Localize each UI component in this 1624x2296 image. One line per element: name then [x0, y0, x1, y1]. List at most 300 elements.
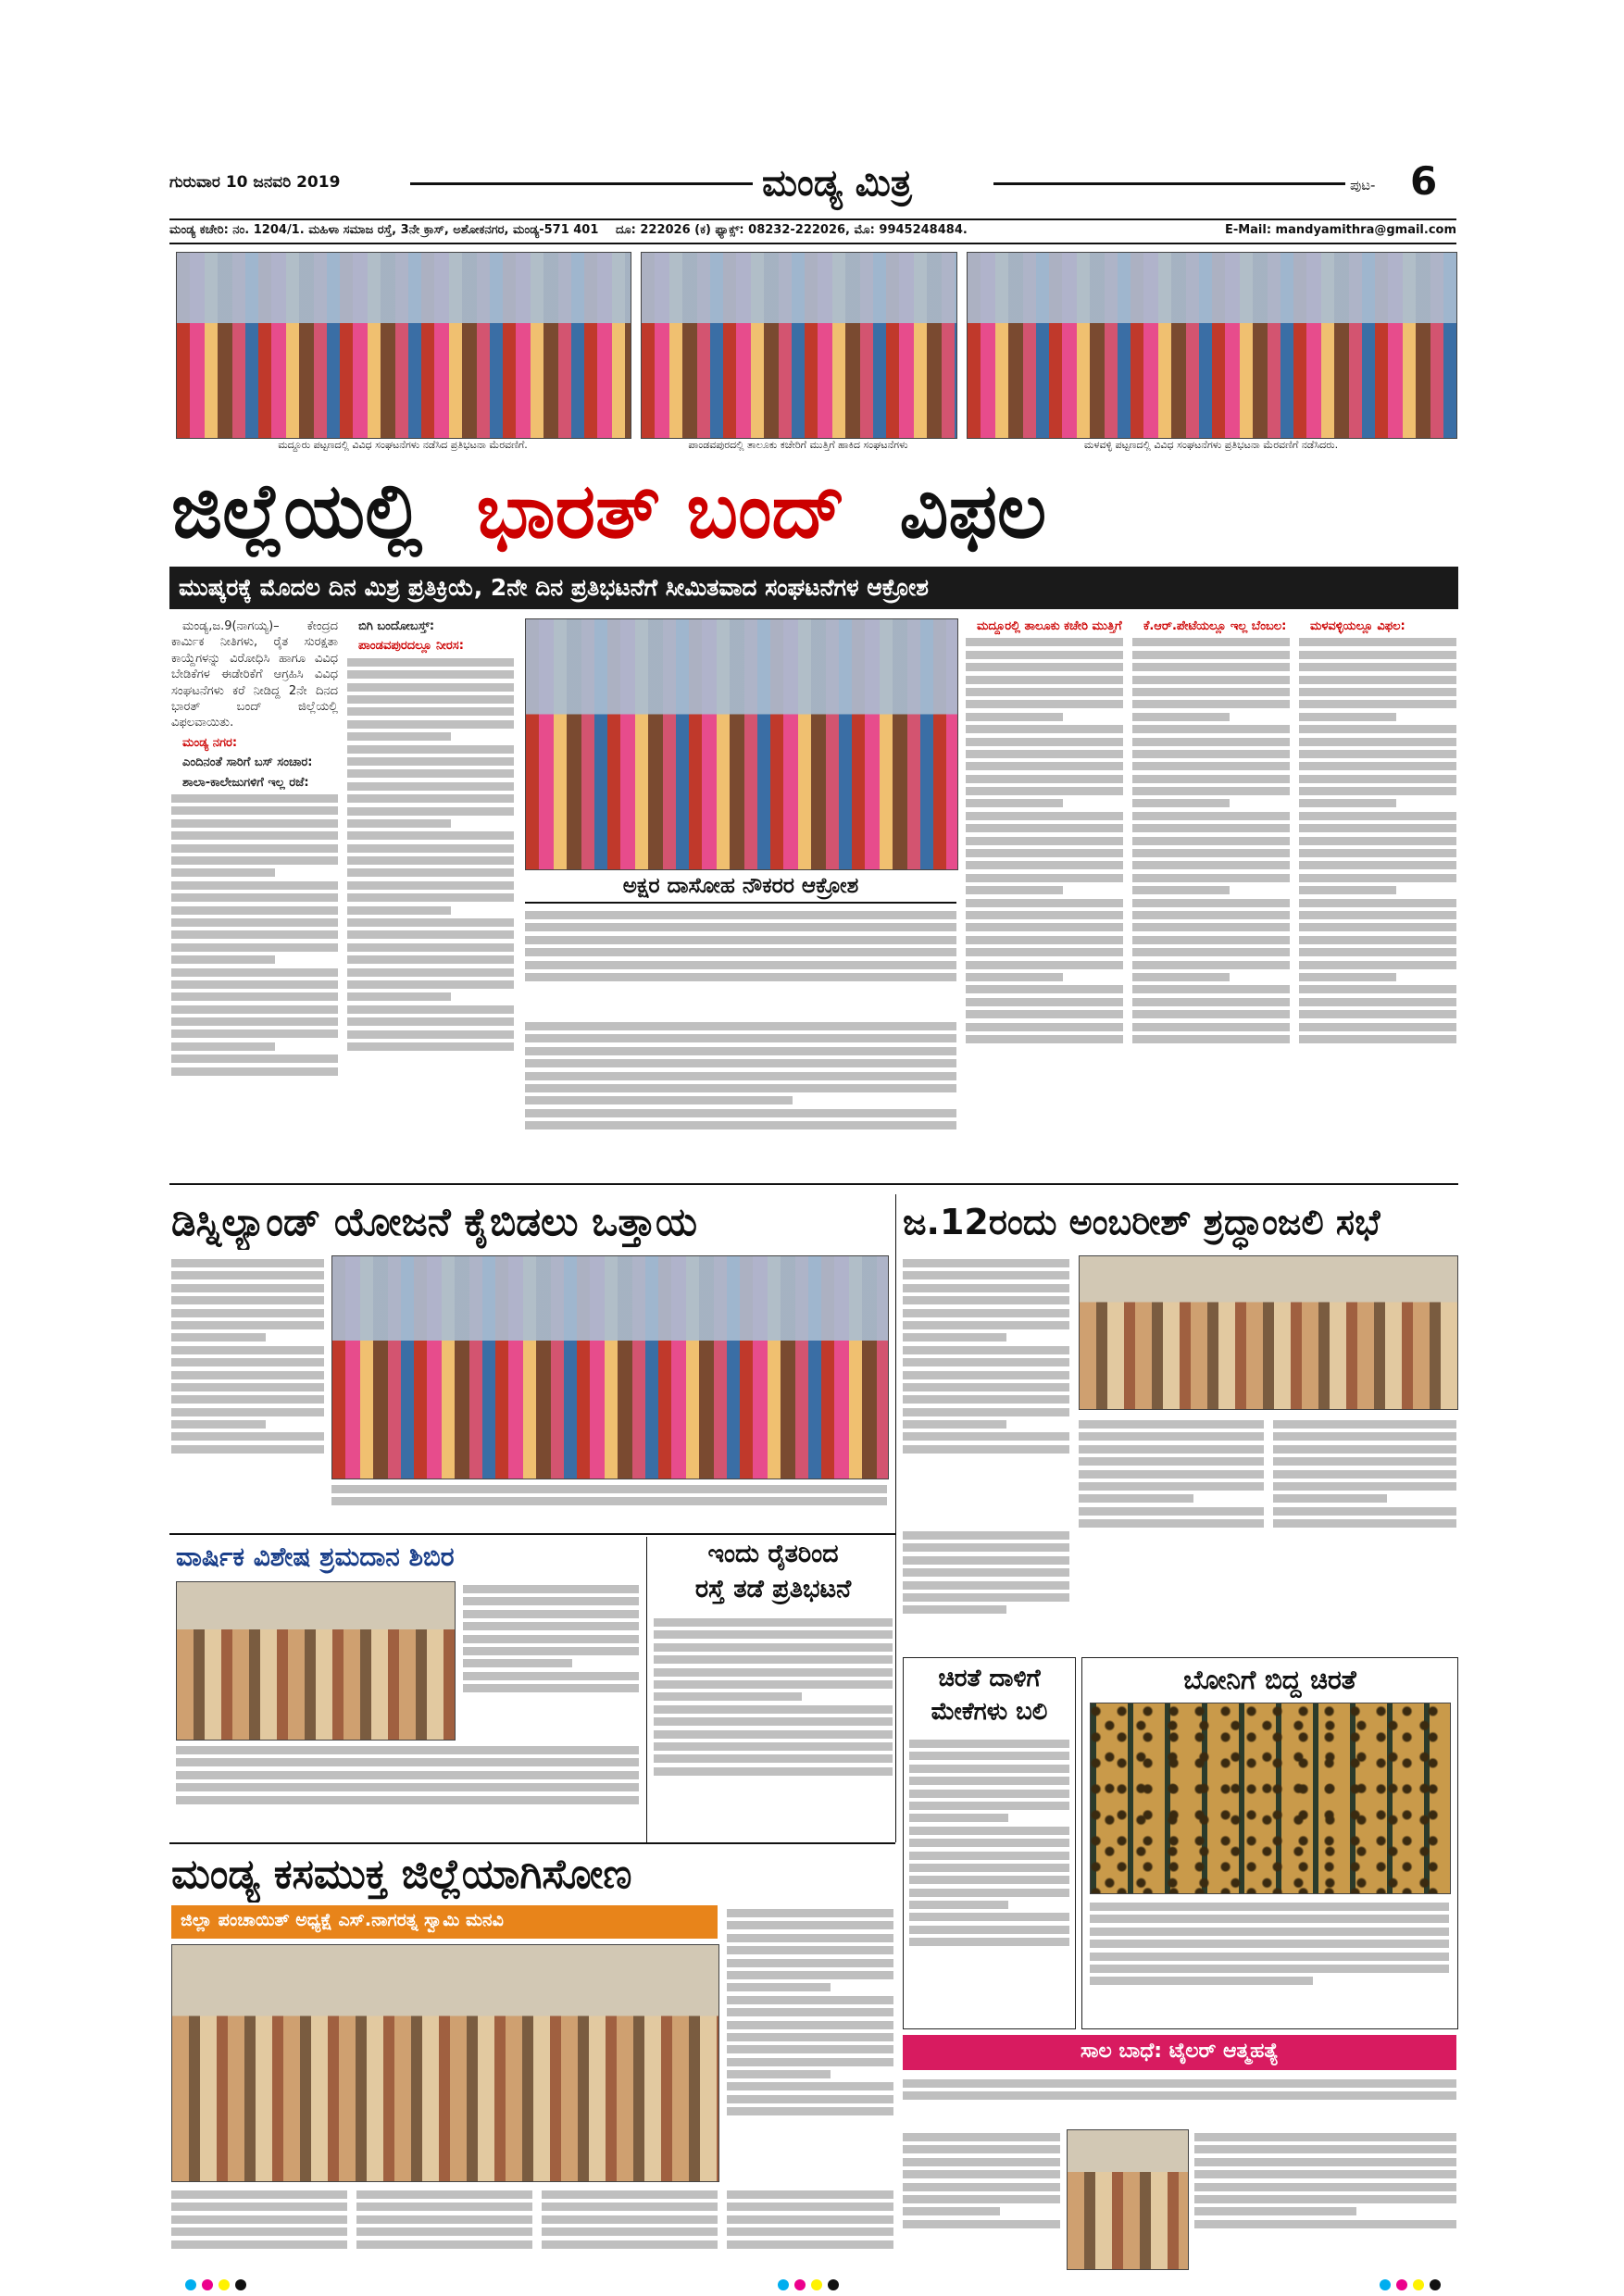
body-text-line	[966, 787, 1123, 795]
body-text-line	[654, 1717, 893, 1726]
body-text-line	[903, 1371, 1069, 1379]
body-text-line	[171, 1042, 275, 1051]
body-text-line	[909, 1839, 1069, 1847]
body-text-line	[909, 1740, 1069, 1748]
issue-date: ಗುರುವಾರ 10 ಜನವರಿ 2019	[169, 173, 341, 192]
registration-marks-center	[778, 2279, 852, 2292]
leopard-trap-box	[1081, 1657, 1458, 2029]
contact-bottom-rule	[169, 243, 1456, 244]
body-text-line	[1299, 725, 1456, 733]
body-text-line	[356, 2227, 532, 2236]
body-text-line	[654, 1655, 893, 1664]
reg-dot-cyan	[1380, 2279, 1391, 2290]
body-text-line	[347, 1017, 514, 1026]
body-text-line	[903, 2158, 1060, 2166]
body-text-line	[727, 1921, 893, 1929]
body-text-line	[347, 955, 514, 964]
body-text-line	[463, 1597, 639, 1605]
body-text-line	[1299, 998, 1456, 1006]
clean-district-column-4	[727, 2187, 893, 2270]
body-text-line	[966, 911, 1123, 919]
contact-line	[169, 223, 1456, 242]
body-text-line	[654, 1618, 893, 1627]
body-text-line	[727, 2082, 893, 2090]
body-text-line	[347, 707, 514, 716]
body-text-line	[525, 1072, 956, 1080]
body-text-line	[1132, 812, 1290, 820]
body-text-line	[347, 757, 514, 766]
body-text-line	[903, 1593, 1069, 1602]
body-text-line	[463, 1635, 639, 1643]
caption-malavalli: ಮಳವಳ್ಳಿ ಪಟ್ಟಣದಲ್ಲಿ ವಿವಿಧ ಸಂಘಟನೆಗಳು ಪ್ರತಿಭಟನಾ ಮೆರವಣಿಗೆ ನಡೆಸಿದರು.	[967, 439, 1455, 452]
reg-dot-yellow	[219, 2279, 230, 2290]
body-text-line	[171, 2240, 347, 2249]
body-text-line	[1299, 911, 1456, 919]
body-text-line	[1299, 787, 1456, 795]
body-text-line	[966, 638, 1123, 646]
body-text-line	[347, 831, 514, 840]
body-text-line	[909, 1913, 1069, 1921]
body-text-line	[903, 2195, 1060, 2203]
body-text-line	[1273, 1494, 1387, 1503]
body-text-line	[909, 1777, 1069, 1785]
farmers-body	[654, 1615, 893, 1837]
body-text-line	[1273, 1519, 1456, 1528]
body-text-line	[909, 1876, 1069, 1884]
lead-intro: ಮಂಡ್ಯ,ಜ.9(ನಾಗಯ್ಯ)– ಕೇಂದ್ರದ ಕಾರ್ಮಿಕ ನೀತಿಗಳು, ರೈತ ಸುರಕ್ಷತಾ ಕಾಯ್ದೆಗಳನ್ನು ವಿರೋಧಿಸಿ ಹಾಗೂ ವಿವಿಧ ಬೇಡಿಕೆಗಳ ಈಡೇರಿಕೆಗೆ ಆಗ್ರಹಿಸಿ ವಿವಿಧ ಸಂಘಟನೆಗಳು ಕರೆ ನೀಡಿದ್ದ 2ನೇ ದಿನದ ಭಾರತ್ ಬಂದ್ ಜಿಲ್ಲೆಯಲ್ಲಿ ವಿಫಲವಾಯಿತು.	[171, 619, 338, 730]
body-text-line	[171, 1284, 324, 1292]
body-text-line	[171, 1296, 324, 1304]
body-text-line	[1299, 762, 1456, 770]
camp-body-bottom	[176, 1742, 639, 1835]
body-text-line	[1132, 874, 1290, 882]
body-text-line	[525, 1109, 956, 1117]
body-text-line	[1079, 1445, 1264, 1454]
body-text-line	[463, 1672, 639, 1680]
lead-bottom-rule	[169, 1183, 1458, 1185]
body-text-line	[347, 1042, 514, 1051]
body-text-line	[542, 2215, 718, 2224]
body-text-line	[727, 2240, 893, 2249]
body-text-line	[1132, 775, 1290, 783]
body-text-line	[903, 1445, 1069, 1454]
ambareesh-headline: ಜ.12ರಂದು ಅಂಬರೀಶ್ ಶ್ರದ್ಧಾಂಜಲಿ ಸಭೆ	[903, 1202, 1380, 1242]
disneyland-body-bottom	[331, 1481, 887, 1528]
body-text-line	[171, 893, 338, 902]
body-text-line	[347, 992, 451, 1001]
body-text-line	[525, 1084, 956, 1092]
body-text-line	[347, 807, 514, 816]
reg-dot-magenta	[202, 2279, 213, 2290]
ambareesh-column-1b	[903, 1528, 1069, 1648]
body-text-line	[525, 1034, 956, 1042]
masthead-rule-left	[410, 182, 753, 185]
body-text-line	[909, 1926, 1069, 1934]
body-text-line	[525, 948, 956, 956]
body-text-line	[654, 1630, 893, 1639]
body-text-line	[356, 2215, 532, 2224]
subhead-mandya-city: ಮಂಡ್ಯ ನಗರ:	[182, 735, 238, 750]
vertical-divider-2	[646, 1537, 647, 1842]
subhead-pandavapura: ಪಾಂಡವಪುರದಲ್ಲೂ ನೀರಸ:	[358, 639, 464, 654]
lead-column-center-bottom	[525, 1018, 956, 1176]
body-text-line	[1299, 750, 1456, 758]
body-text-line	[347, 893, 514, 902]
body-text-line	[542, 2227, 718, 2236]
body-text-line	[1079, 1494, 1193, 1503]
disneyland-bottom-rule	[169, 1533, 895, 1535]
body-text-line	[1299, 849, 1456, 857]
body-text-line	[171, 992, 338, 1001]
body-text-line	[1194, 2220, 1456, 2228]
body-text-line	[727, 1934, 893, 1942]
body-text-line	[966, 899, 1123, 907]
office-address: ಮಂಡ್ಯ ಕಚೇರಿ: ನಂ. 1204/1. ಮಹಿಳಾ ಸಮಾಜ ರಸ್ತೆ, 3ನೇ ಕ್ರಾಸ್, ಅಶೋಕನಗರ, ಮಂಡ್ಯ-571 401	[169, 223, 599, 237]
body-text-line	[171, 1395, 324, 1404]
body-text-line	[1090, 1953, 1449, 1961]
body-text-line	[727, 2021, 893, 2029]
body-text-line	[1299, 663, 1456, 671]
body-text-line	[909, 1790, 1069, 1798]
body-text-line	[347, 1005, 514, 1014]
lead-headline	[171, 463, 1458, 560]
body-text-line	[1273, 1420, 1456, 1429]
body-text-line	[171, 955, 275, 964]
body-text-line	[331, 1485, 887, 1493]
body-text-line	[966, 961, 1123, 969]
body-text-line	[903, 2133, 1060, 2141]
disneyland-column-1	[171, 1255, 324, 1524]
body-text-line	[463, 1684, 639, 1692]
body-text-line	[1273, 1470, 1456, 1479]
body-text-line	[903, 1346, 1069, 1354]
body-text-line	[966, 849, 1123, 857]
body-text-line	[909, 1864, 1069, 1872]
camp-headline: ವಾರ್ಷಿಕ ವಿಶೇಷ ಶ್ರಮದಾನ ಶಿಬಿರ	[176, 1541, 455, 1572]
leopard-attack-body	[909, 1736, 1069, 2023]
body-text-line	[347, 1030, 514, 1039]
page-label: ಪುಟ-	[1350, 177, 1376, 193]
vertical-divider-1	[895, 1194, 896, 1842]
body-text-line	[903, 1333, 1006, 1341]
body-text-line	[171, 2202, 347, 2211]
body-text-line	[966, 1010, 1123, 1018]
body-text-line	[463, 1647, 639, 1655]
email-address: E-Mail: mandyamithra@gmail.com	[1224, 223, 1456, 237]
body-text-line	[903, 1296, 1069, 1304]
body-text-line	[1132, 886, 1230, 894]
body-text-line	[1132, 998, 1290, 1006]
body-text-line	[171, 930, 338, 939]
body-text-line	[727, 1983, 831, 1991]
tailor-headline: ಸಾಲ ಬಾಧೆ: ಟೈಲರ್ ಆತ್ಮಹತ್ಯೆ	[1081, 2040, 1279, 2063]
body-text-line	[347, 670, 514, 679]
body-text-line	[1299, 948, 1456, 956]
body-text-line	[347, 844, 514, 853]
body-text-line	[1299, 1035, 1456, 1043]
leopard-attack-headline-line2: ಮೇಕೆಗಳು ಬಲಿ	[931, 1698, 1048, 1726]
clean-district-column-right	[727, 1905, 893, 2183]
lead-column-6	[1299, 618, 1456, 1174]
clean-district-column-1	[171, 2187, 347, 2270]
body-text-line	[1132, 948, 1290, 956]
body-text-line	[903, 1581, 1069, 1590]
body-text-line	[542, 2240, 718, 2249]
body-text-line	[171, 1029, 338, 1038]
body-text-line	[727, 2215, 893, 2224]
reg-dot-cyan	[185, 2279, 196, 2290]
body-text-line	[1079, 1457, 1264, 1466]
body-text-line	[1132, 762, 1290, 770]
body-text-line	[903, 1309, 1069, 1317]
body-text-line	[966, 799, 1063, 807]
ambareesh-column-1	[903, 1255, 1069, 1524]
tailor-body-top	[903, 2076, 1456, 2124]
body-text-line	[903, 1432, 1069, 1441]
ambareesh-column-2	[1079, 1416, 1264, 1569]
body-text-line	[903, 2091, 1456, 2100]
body-text-line	[176, 1746, 639, 1754]
body-text-line	[1194, 2183, 1456, 2191]
body-text-line	[1299, 886, 1396, 894]
body-text-line	[903, 2079, 1456, 2088]
body-text-line	[525, 1022, 956, 1030]
body-text-line	[347, 658, 514, 667]
body-text-line	[903, 1321, 1069, 1329]
masthead-bottom-rule	[169, 218, 1456, 220]
body-text-line	[654, 1705, 893, 1714]
body-text-line	[1132, 1010, 1290, 1018]
photo-tailor-portrait	[1067, 2129, 1189, 2270]
body-text-line	[1132, 837, 1290, 845]
body-text-line	[171, 1309, 324, 1317]
subhead-security: ಬಿಗಿ ಬಂದೋಬಸ್ತ್:	[358, 619, 435, 633]
body-text-line	[176, 1771, 639, 1779]
body-text-line	[176, 1758, 639, 1766]
body-text-line	[171, 2190, 347, 2199]
body-text-line	[1299, 874, 1456, 882]
body-text-line	[347, 769, 514, 778]
body-text-line	[966, 948, 1123, 956]
body-text-line	[347, 980, 514, 989]
body-text-line	[909, 1814, 1008, 1822]
lead-column-5	[1132, 618, 1290, 1174]
lead-subheadline-band	[169, 567, 1458, 609]
body-text-line	[347, 683, 514, 692]
leopard-attack-headline-line1: ಚಿರತೆ ದಾಳಿಗೆ	[938, 1665, 1041, 1692]
body-text-line	[171, 1358, 324, 1366]
body-text-line	[909, 1852, 1069, 1860]
body-text-line	[1090, 1940, 1449, 1948]
body-text-line	[1194, 2145, 1456, 2153]
farmers-headline-line1: ಇಂದು ರೈತರಿಂದ	[707, 1540, 839, 1568]
disneyland-headline: ಡಿಸ್ನಿಲ್ಯಾಂಡ್ ಯೋಜನೆ ಕೈಬಿಡಲು ಒತ್ತಾಯ	[171, 1199, 698, 1244]
body-text-line	[347, 881, 514, 890]
leopard-trap-headline: ಬೋನಿಗೆ ಬಿದ್ದ ಚಿರತೆ	[1183, 1665, 1356, 1695]
body-text-line	[966, 923, 1123, 931]
body-text-line	[909, 1938, 1069, 1946]
body-text-line	[171, 2215, 347, 2224]
body-text-line	[171, 819, 338, 828]
body-text-line	[727, 2107, 893, 2115]
body-text-line	[727, 2058, 893, 2066]
body-text-line	[903, 1259, 1069, 1267]
body-text-line	[966, 1035, 1123, 1043]
body-text-line	[966, 1023, 1123, 1031]
body-text-line	[966, 824, 1123, 832]
body-text-line	[171, 1259, 324, 1267]
body-text-line	[909, 1752, 1069, 1760]
body-text-line	[1079, 1420, 1264, 1429]
body-text-line	[171, 831, 338, 840]
body-text-line	[727, 2095, 893, 2103]
reg-dot-yellow	[811, 2279, 822, 2290]
body-text-line	[171, 968, 338, 977]
body-text-line	[727, 2045, 893, 2053]
lead-column-1	[171, 618, 338, 1174]
body-text-line	[1090, 1928, 1449, 1936]
body-text-line	[1299, 651, 1456, 659]
clean-district-column-2	[356, 2187, 532, 2270]
subhead-maddur: ಮದ್ದೂರಲ್ಲಿ ತಾಲೂಕು ಕಚೇರಿ ಮುತ್ತಿಗೆ	[977, 619, 1122, 633]
body-text-line	[1079, 1507, 1264, 1516]
body-text-line	[171, 1005, 338, 1014]
lead-headline-part2: ಭಾರತ್ ಬಂದ್	[476, 468, 845, 555]
body-text-line	[347, 732, 451, 741]
body-text-line	[1132, 676, 1290, 684]
body-text-line	[654, 1692, 802, 1701]
body-text-line	[171, 1054, 338, 1063]
body-text-line	[903, 1271, 1069, 1279]
body-text-line	[1090, 1915, 1449, 1923]
body-text-line	[966, 985, 1123, 993]
body-text-line	[171, 906, 338, 915]
reg-dot-black	[828, 2279, 839, 2290]
body-text-line	[1299, 738, 1456, 746]
body-text-line	[966, 688, 1123, 696]
body-text-line	[347, 930, 514, 939]
body-text-line	[727, 1959, 893, 1967]
body-text-line	[1299, 1010, 1456, 1018]
reg-dot-black	[1430, 2279, 1441, 2290]
body-text-line	[463, 1585, 639, 1593]
photo-pandavapura-protest	[641, 252, 957, 439]
body-text-line	[1132, 787, 1290, 795]
body-text-line	[1132, 638, 1290, 646]
lead-subheadline: ಮುಷ್ಕರಕ್ಕೆ ಮೊದಲ ದಿನ ಮಿಶ್ರ ಪ್ರತಿಕ್ರಿಯೆ, 2ನೇ ದಿನ ಪ್ರತಿಭಟನೆಗೆ ಸೀಮಿತವಾದ ಸಂಘಟನೆಗಳ ಆಕ್ರೋಶ	[179, 574, 929, 601]
body-text-line	[1132, 861, 1290, 869]
body-text-line	[727, 2070, 831, 2078]
body-text-line	[727, 2227, 893, 2236]
body-text-line	[1299, 837, 1456, 845]
leopard-trap-body	[1090, 1899, 1449, 2023]
subhead-bus: ಎಂದಿನಂತೆ ಸಾರಿಗೆ ಬಸ್ ಸಂಚಾರ:	[182, 755, 313, 770]
body-text-line	[525, 1121, 956, 1129]
page-number: 6	[1410, 158, 1438, 204]
body-text-line	[903, 2220, 1060, 2228]
body-text-line	[171, 943, 338, 952]
body-text-line	[171, 806, 338, 815]
tailor-body-left	[903, 2129, 1060, 2268]
body-text-line	[347, 782, 514, 791]
lead-headline-part1: ಜಿಲ್ಲೆಯಲ್ಲಿ	[171, 468, 423, 555]
tailor-headline-band	[903, 2035, 1456, 2070]
body-text-line	[903, 2145, 1060, 2153]
body-text-line	[909, 1901, 1008, 1909]
photo-disneyland-protest	[331, 1255, 889, 1479]
body-text-line	[1299, 985, 1456, 993]
photo-ambareesh-meeting	[1079, 1255, 1458, 1410]
body-text-line	[966, 725, 1123, 733]
body-text-line	[727, 2202, 893, 2211]
masthead-rule-right	[993, 182, 1345, 185]
body-text-line	[1273, 1507, 1456, 1516]
body-text-line	[966, 998, 1123, 1006]
reg-dot-black	[235, 2279, 246, 2290]
reg-dot-yellow	[1413, 2279, 1424, 2290]
body-text-line	[1132, 688, 1290, 696]
body-text-line	[171, 794, 338, 803]
body-text-line	[1132, 663, 1290, 671]
body-text-line	[463, 1659, 572, 1667]
body-text-line	[347, 943, 514, 952]
reg-dot-magenta	[794, 2279, 806, 2290]
body-text-line	[903, 1408, 1069, 1416]
body-text-line	[171, 1383, 324, 1391]
body-text-line	[966, 750, 1123, 758]
body-text-line	[909, 1889, 1069, 1897]
body-text-line	[966, 700, 1123, 708]
lead-column-4	[966, 618, 1123, 1174]
body-text-line	[525, 936, 956, 944]
tailor-body-right	[1194, 2129, 1456, 2268]
body-text-line	[331, 1497, 887, 1505]
mid-bottom-rule	[169, 1842, 895, 1844]
body-text-line	[1299, 961, 1456, 969]
body-text-line	[1299, 824, 1456, 832]
body-text-line	[347, 695, 514, 704]
body-text-line	[171, 844, 338, 853]
body-text-line	[1132, 911, 1290, 919]
body-text-line	[654, 1742, 893, 1751]
body-text-line	[903, 1395, 1069, 1404]
body-text-line	[525, 1096, 793, 1104]
body-text-line	[171, 1346, 324, 1354]
body-text-line	[727, 2033, 893, 2041]
farmers-headline	[654, 1537, 893, 1611]
clean-district-subheadline: ಜಿಲ್ಲಾ ಪಂಚಾಯಿತ್ ಅಧ್ಯಕ್ಷೆ ಎಸ್.ನಾಗರತ್ನ ಸ್ವಾಮಿ ಮನವಿ	[181, 1910, 504, 1930]
body-text-line	[171, 1333, 266, 1341]
body-text-line	[171, 1271, 324, 1279]
body-text-line	[525, 973, 956, 981]
newspaper-title: ಮಂಡ್ಯ ಮಿತ್ರ	[762, 162, 912, 205]
body-text-line	[903, 1556, 1069, 1565]
body-text-line	[1273, 1432, 1456, 1441]
body-text-line	[1194, 2170, 1456, 2178]
body-text-line	[903, 2207, 1000, 2215]
body-text-line	[1299, 688, 1456, 696]
body-text-line	[171, 881, 338, 890]
body-text-line	[347, 968, 514, 977]
body-text-line	[1090, 1977, 1313, 1985]
body-text-line	[1132, 973, 1230, 981]
body-text-line	[903, 2183, 1060, 2191]
body-text-line	[966, 886, 1063, 894]
reg-dot-magenta	[1396, 2279, 1407, 2290]
body-text-line	[1299, 861, 1456, 869]
body-text-line	[1132, 849, 1290, 857]
body-text-line	[171, 1371, 324, 1379]
